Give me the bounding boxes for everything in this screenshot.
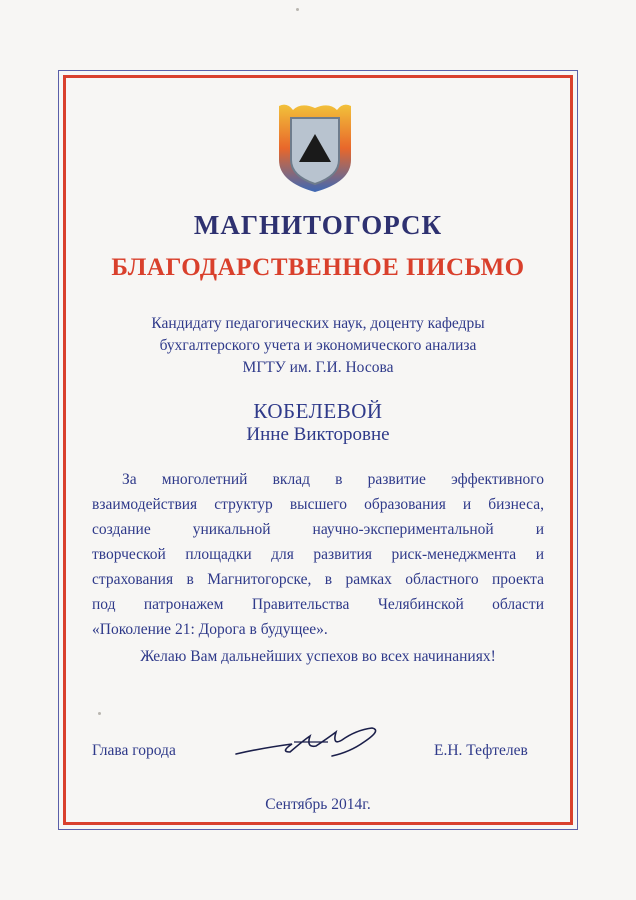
body-line: творческой площадки для развития риск-менеджмента и — [92, 546, 544, 563]
body-line: под патронажем Правительства Челябинской области — [92, 596, 544, 613]
paper-speck — [296, 8, 299, 11]
letter-body — [92, 467, 544, 642]
city-emblem-icon — [273, 100, 357, 196]
recipient-name: Инне Викторовне — [246, 424, 390, 445]
city-name: МАГНИТОГОРСК — [193, 210, 443, 240]
recipient-position — [90, 313, 546, 379]
paper-speck — [98, 712, 101, 715]
recipient-line: МГТУ им. Г.И. Носова — [242, 359, 394, 376]
handwritten-signature-icon — [232, 722, 392, 762]
body-line: создание уникальной научно-экспериментальной и — [92, 521, 544, 538]
recipient-line: бухгалтерского учета и экономического анализа — [159, 337, 477, 354]
body-line: взаимодействия структур высшего образования и бизнеса, — [92, 496, 544, 513]
document-title: БЛАГОДАРСТВЕННОЕ ПИСЬМО — [111, 254, 525, 281]
body-line: «Поколение 21: Дорога в будущее». — [92, 621, 328, 638]
body-line: За многолетний вклад в развитие эффективного — [122, 471, 544, 488]
signatory-role: Глава города — [92, 742, 176, 759]
letter-date: Сентябрь 2014г. — [265, 796, 371, 813]
recipient-surname: КОБЕЛЕВОЙ — [253, 399, 383, 423]
recipient-line: Кандидату педагогических наук, доценту кафедры — [151, 315, 485, 332]
closing-wish: Желаю Вам дальнейших успехов во всех начинаниях! — [140, 648, 496, 665]
body-line: страхования в Магнитогорске, в рамках областного проекта — [92, 571, 544, 588]
signatory-name: Е.Н. Тефтелев — [434, 742, 528, 759]
